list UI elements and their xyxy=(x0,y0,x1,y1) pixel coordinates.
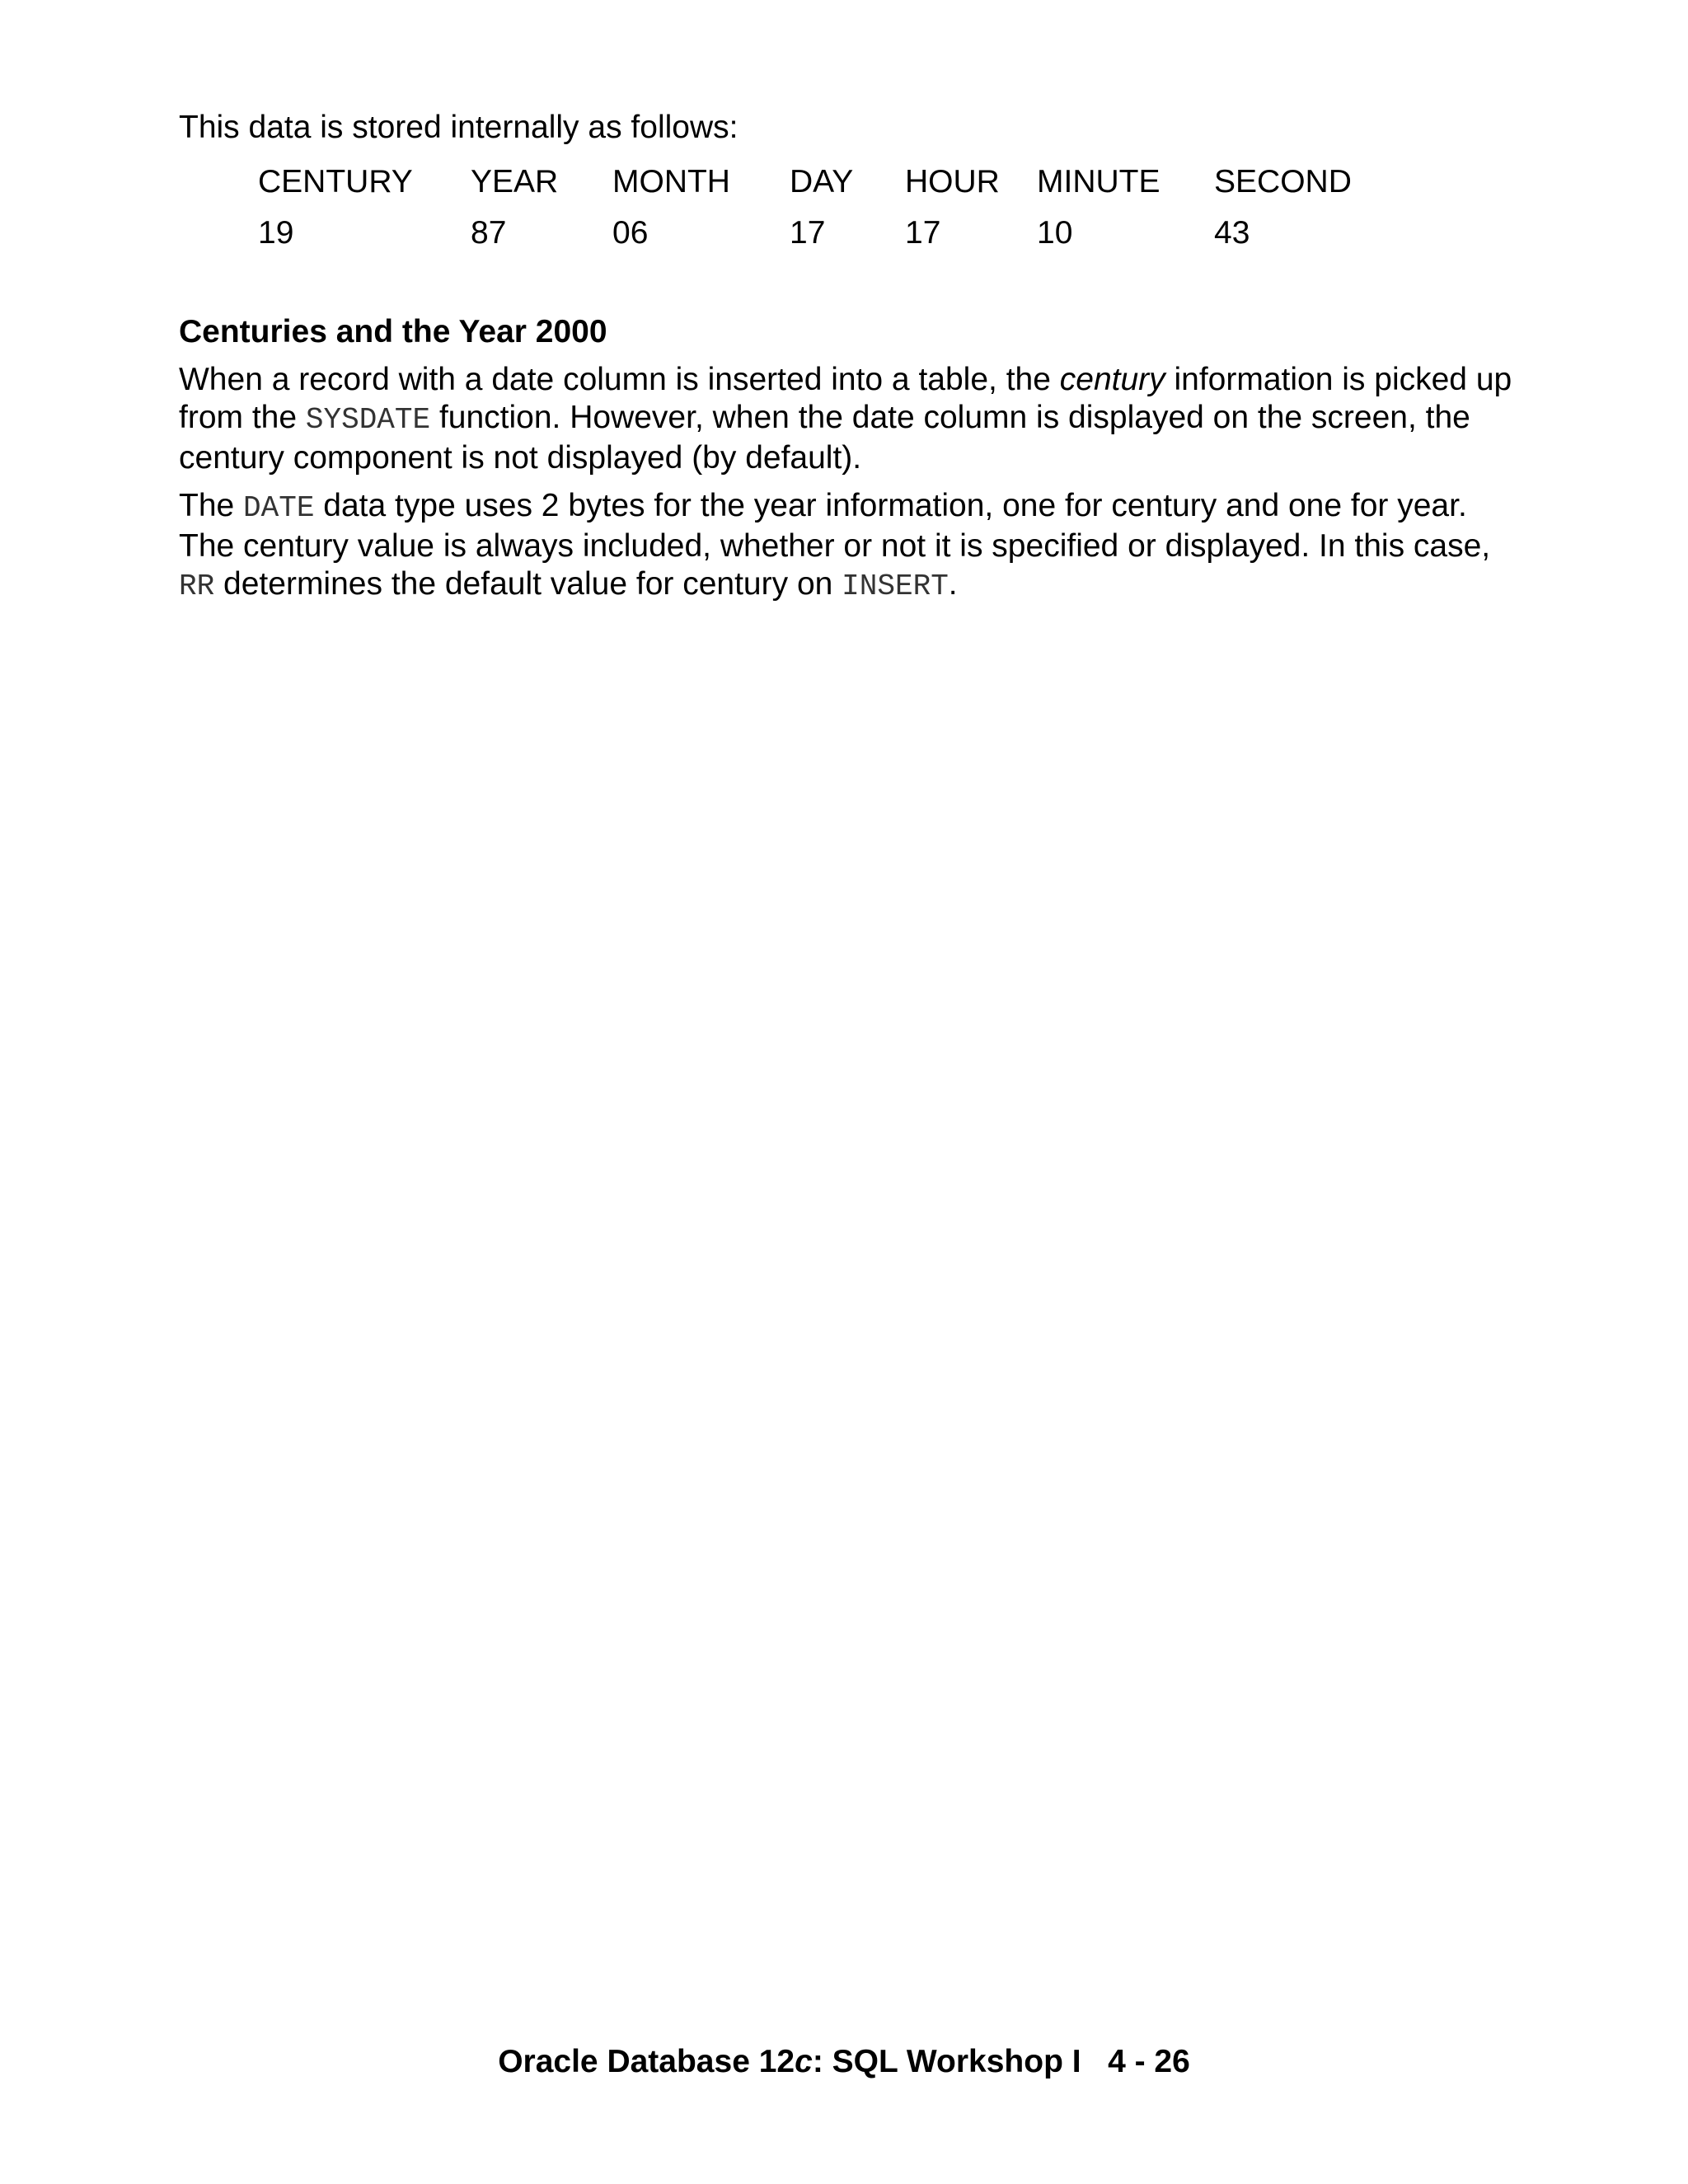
text-run: data type uses 2 bytes for the year information, one for century and one for year. xyxy=(314,488,1467,523)
header-second: SECOND xyxy=(1214,164,1352,199)
header-century: CENTURY xyxy=(258,164,413,199)
paragraph-line xyxy=(179,361,1531,399)
paragraph-line xyxy=(179,565,1531,606)
section-heading: Centuries and the Year 2000 xyxy=(179,314,607,349)
header-month: MONTH xyxy=(612,164,730,199)
page-footer xyxy=(0,2044,1688,2080)
text-run: function. However, when the date column is displayed on the screen, the xyxy=(430,400,1470,435)
table-header-row xyxy=(258,157,1395,208)
value-year: 87 xyxy=(471,215,507,251)
text-run: from the xyxy=(179,400,306,435)
footer-text: Oracle Database 12 xyxy=(498,2044,795,2079)
header-day: DAY xyxy=(790,164,854,199)
value-century: 19 xyxy=(258,215,294,251)
value-minute: 10 xyxy=(1037,215,1073,251)
header-hour: HOUR xyxy=(905,164,1000,199)
paragraph-line xyxy=(179,399,1531,439)
text-run: When a record with a date column is inserted into a table, the xyxy=(179,362,1060,397)
paragraph-line: century component is not displayed (by default). xyxy=(179,440,862,476)
footer-page-number: : SQL Workshop I 4 - 26 xyxy=(812,2044,1190,2079)
emphasis-century: century xyxy=(1059,362,1165,397)
paragraph-century-insert xyxy=(179,361,1531,477)
intro-text: This data is stored internally as follows: xyxy=(179,110,738,145)
code-insert: INSERT xyxy=(842,569,949,603)
date-storage-table xyxy=(258,157,1395,259)
code-sysdate: SYSDATE xyxy=(305,403,431,437)
value-day: 17 xyxy=(790,215,826,251)
text-run: information is picked up xyxy=(1165,362,1512,397)
code-rr: RR xyxy=(179,569,215,603)
header-minute: MINUTE xyxy=(1037,164,1160,199)
paragraph-line xyxy=(179,487,1531,527)
table-value-row xyxy=(258,208,1395,259)
paragraph-line: The century value is always included, whether or not it is specified or displayed. In this case, xyxy=(179,528,1491,564)
value-hour: 17 xyxy=(905,215,941,251)
footer-italic: c xyxy=(795,2044,813,2079)
text-run: . xyxy=(948,566,958,602)
text-run: The xyxy=(179,488,244,523)
value-month: 06 xyxy=(612,215,649,251)
header-year: YEAR xyxy=(471,164,559,199)
code-date: DATE xyxy=(243,491,315,525)
paragraph-date-bytes xyxy=(179,487,1531,606)
text-run: determines the default value for century on xyxy=(214,566,842,602)
value-second: 43 xyxy=(1214,215,1250,251)
